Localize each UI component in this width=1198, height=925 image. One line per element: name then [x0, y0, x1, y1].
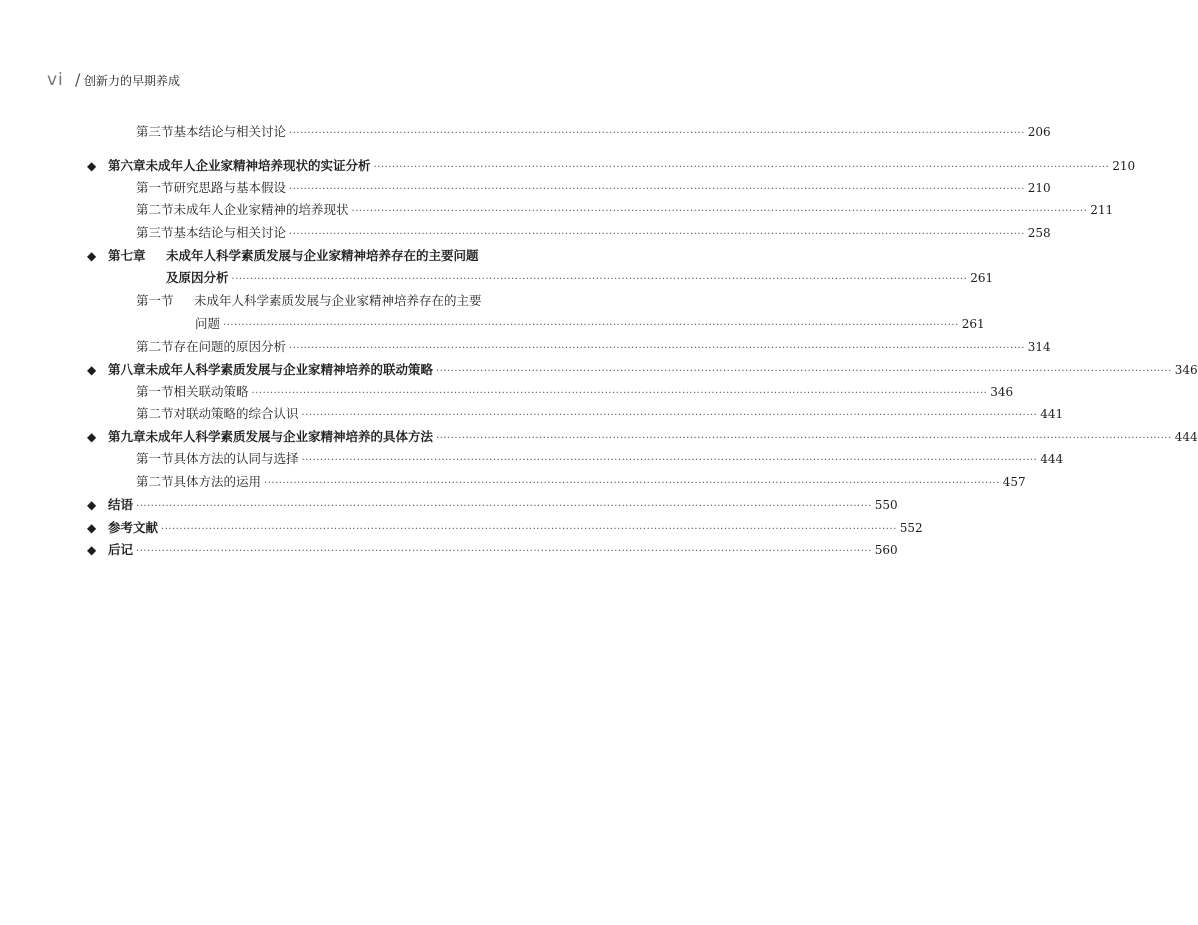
toc-entry-page: 210 — [1027, 181, 1051, 195]
toc-entry-title: 具体方法的认同与选择 — [173, 451, 299, 466]
diamond-bullet-icon: ◆ — [87, 521, 97, 535]
toc-entry-number: 第二节 — [136, 474, 174, 489]
toc-entry[interactable] — [108, 539, 898, 561]
toc-entry-page: 346 — [990, 385, 1014, 399]
diamond-bullet-icon: ◆ — [87, 159, 97, 173]
toc-entry-title: 未成年人科学素质发展与企业家精神培养的具体方法 — [145, 429, 434, 444]
toc-entry-page: 206 — [1027, 125, 1051, 139]
dot-leader: ········································································································································································································ — [289, 128, 1025, 139]
toc-entry-title: 未成年人企业家精神的培养现状 — [173, 202, 349, 217]
toc-entry[interactable] — [136, 336, 1051, 358]
toc-entry-page: 444 — [1040, 452, 1064, 466]
toc-entry[interactable] — [108, 359, 1198, 381]
toc-entry-page: 261 — [961, 317, 985, 331]
toc-entry-title: 研究思路与基本假设 — [173, 180, 287, 195]
toc-entry-title: 及原因分析 — [166, 270, 229, 285]
toc-entry-page: 560 — [874, 543, 898, 557]
toc-entry-page: 441 — [1040, 407, 1064, 421]
toc-entry-number: 第二节 — [136, 202, 174, 217]
toc-entry-page: 552 — [899, 521, 923, 535]
toc-entry-number: 第七章 — [108, 248, 146, 263]
dot-leader: ········································································································································································································ — [264, 478, 1000, 489]
toc-entry[interactable] — [136, 177, 1051, 199]
toc-entry-title: 对联动策略的综合认识 — [173, 406, 299, 421]
dot-leader: ········································································································································································································ — [223, 320, 959, 331]
toc-entry[interactable] — [108, 494, 898, 516]
toc-entry-number: 第六章 — [108, 158, 146, 173]
page-number: vi — [47, 70, 64, 90]
dot-leader: ········································································································································································································ — [351, 206, 1088, 217]
toc-entry-title: 问题 — [195, 316, 221, 331]
toc-entry-page: 258 — [1027, 226, 1051, 240]
toc-entry-number: 第一节 — [136, 293, 174, 308]
toc-entry-title: 未成年人科学素质发展与企业家精神培养的联动策略 — [145, 362, 434, 377]
toc-entry-page: 550 — [874, 498, 898, 512]
toc-entry[interactable] — [136, 121, 1051, 143]
toc-entry-title: 存在问题的原因分析 — [173, 339, 287, 354]
toc-entry-number: 第八章 — [108, 362, 146, 377]
toc-entry-title: 具体方法的运用 — [173, 474, 262, 489]
toc-entry-title: 未成年人企业家精神培养现状的实证分析 — [145, 158, 371, 173]
toc-entry[interactable] — [108, 245, 579, 267]
toc-entry[interactable] — [108, 155, 1136, 177]
toc-entry[interactable] — [166, 267, 994, 289]
toc-entry-page: 314 — [1027, 340, 1051, 354]
dot-leader: ········································································································································································································ — [289, 343, 1025, 354]
toc-entry-title: 后记 — [108, 542, 134, 557]
diamond-bullet-icon: ◆ — [87, 363, 97, 377]
toc-entry-number: 第二节 — [136, 339, 174, 354]
diamond-bullet-icon: ◆ — [87, 430, 97, 444]
dot-leader: ········································································································································································································ — [289, 184, 1025, 195]
toc-entry-page: 211 — [1090, 203, 1114, 217]
dot-leader: ········································································································································································································ — [251, 388, 988, 399]
toc-entry-number: 第三节 — [136, 225, 174, 240]
dot-leader: ········································································································································································································ — [301, 455, 1038, 466]
toc-entry-page: 457 — [1002, 475, 1026, 489]
toc-entry[interactable] — [108, 517, 923, 539]
diamond-bullet-icon: ◆ — [87, 249, 97, 263]
dot-leader: ········································································································································································································ — [136, 546, 872, 557]
toc-entry[interactable] — [136, 403, 1064, 425]
toc-entry-title: 基本结论与相关讨论 — [173, 124, 287, 139]
toc-entry-title: 相关联动策略 — [173, 384, 249, 399]
diamond-bullet-icon: ◆ — [87, 498, 97, 512]
toc-entry[interactable] — [195, 313, 985, 335]
toc-entry-page: 210 — [1112, 159, 1136, 173]
toc-entry-number: 第三节 — [136, 124, 174, 139]
toc-entry[interactable] — [136, 222, 1051, 244]
dot-leader: ········································································································································································································ — [436, 433, 1172, 444]
toc-entry[interactable] — [136, 199, 1114, 221]
running-title: 创新力的早期养成 — [84, 74, 181, 88]
toc-entry-title: 参考文献 — [108, 520, 159, 535]
toc-entry-number: 第一节 — [136, 384, 174, 399]
toc-entry-title: 基本结论与相关讨论 — [173, 225, 287, 240]
diamond-bullet-icon: ◆ — [87, 543, 97, 557]
toc-entry-title: 未成年人科学素质发展与企业家精神培养存在的主要 — [194, 293, 482, 308]
dot-leader: ········································································································································································································ — [136, 501, 872, 512]
toc-entry-number: 第一节 — [136, 180, 174, 195]
toc-entry-title: 结语 — [108, 497, 134, 512]
toc-entry[interactable] — [136, 290, 579, 312]
toc-entry[interactable] — [136, 471, 1026, 493]
dot-leader: ········································································································································································································ — [289, 229, 1025, 240]
dot-leader: ········································································································································································································ — [436, 366, 1172, 377]
toc-entry[interactable] — [136, 448, 1064, 470]
toc-entry-page: 346 — [1174, 363, 1198, 377]
toc-entry-number: 第九章 — [108, 429, 146, 444]
toc-entry-page: 261 — [970, 271, 994, 285]
toc-entry-number: 第一节 — [136, 451, 174, 466]
toc-entry[interactable] — [136, 381, 1014, 403]
toc-entry-page: 444 — [1174, 430, 1198, 444]
dot-leader: ········································································································································································································ — [161, 524, 897, 535]
toc-entry[interactable] — [108, 426, 1198, 448]
dot-leader: ········································································································································································································ — [373, 162, 1110, 173]
toc-entry-number: 第二节 — [136, 406, 174, 421]
dot-leader: ········································································································································································································ — [231, 274, 968, 285]
dot-leader: ········································································································································································································ — [301, 410, 1038, 421]
toc-entry-title: 未成年人科学素质发展与企业家精神培养存在的主要问题 — [166, 248, 479, 263]
header-divider: / — [75, 70, 81, 89]
